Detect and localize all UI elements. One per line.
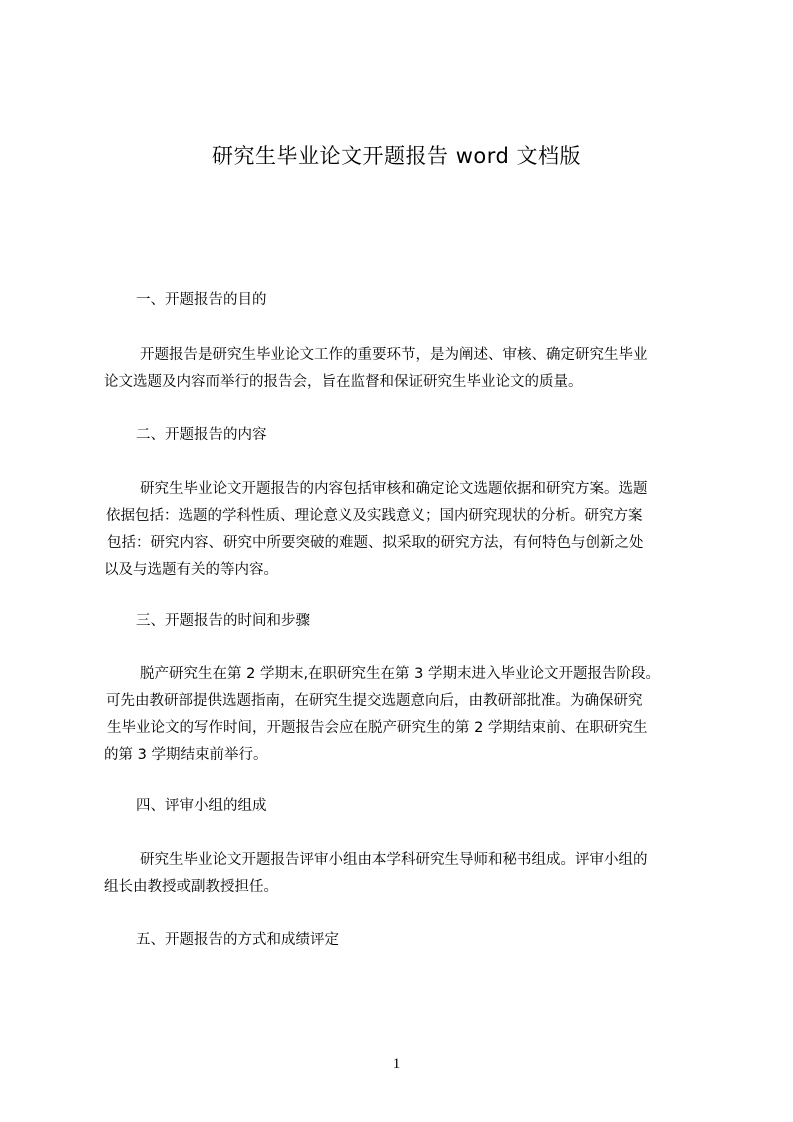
paragraph-line: 论文选题及内容而举行的报告会，旨在监督和保证研究生毕业论文的质量。	[104, 374, 583, 390]
section-heading-committee: 四、评审小组的组成	[136, 798, 267, 814]
paragraph-line: 以及与选题有关的等内容。	[104, 562, 278, 578]
paragraph-line: 研究生毕业论文开题报告的内容包括审核和确定论文选题依据和研究方案。选题	[140, 481, 648, 497]
section-heading-evaluation: 五、开题报告的方式和成绩评定	[136, 932, 339, 948]
paragraph-line: 脱产研究生在第 2 学期末,在职研究生在第 3 学期末进入毕业论文开题报告阶段。	[140, 666, 660, 682]
section-heading-purpose: 一、开题报告的目的	[136, 292, 267, 308]
paragraph-line: 生毕业论文的写作时间，开题报告会应在脱产研究生的第 2 学期结束前、在职研究生	[107, 720, 648, 736]
section-heading-schedule: 三、开题报告的时间和步骤	[136, 613, 310, 629]
paragraph-line: 的第 3 学期结束前举行。	[104, 747, 268, 763]
paragraph-line: 研究生毕业论文开题报告评审小组由本学科研究生导师和秘书组成。评审小组的	[140, 852, 648, 868]
paragraph-line: 依据包括：选题的学科性质、理论意义及实践意义；国内研究现状的分析。研究方案	[106, 508, 643, 524]
document-title: 研究生毕业论文开题报告 word 文档版	[212, 144, 581, 168]
paragraph-line: 包括：研究内容、研究中所要突破的难题、拟采取的研究方法，有何特色与创新之处	[107, 535, 644, 551]
paragraph-line: 可先由教研部提供选题指南，在研究生提交选题意向后，由教研部批准。为确保研究	[106, 693, 643, 709]
section-heading-content: 二、开题报告的内容	[136, 427, 267, 443]
paragraph-line: 组长由教授或副教授担任。	[104, 879, 278, 895]
paragraph-line: 开题报告是研究生毕业论文工作的重要环节，是为阐述、审核、确定研究生毕业	[140, 347, 648, 363]
page-number: 1	[392, 1056, 401, 1072]
